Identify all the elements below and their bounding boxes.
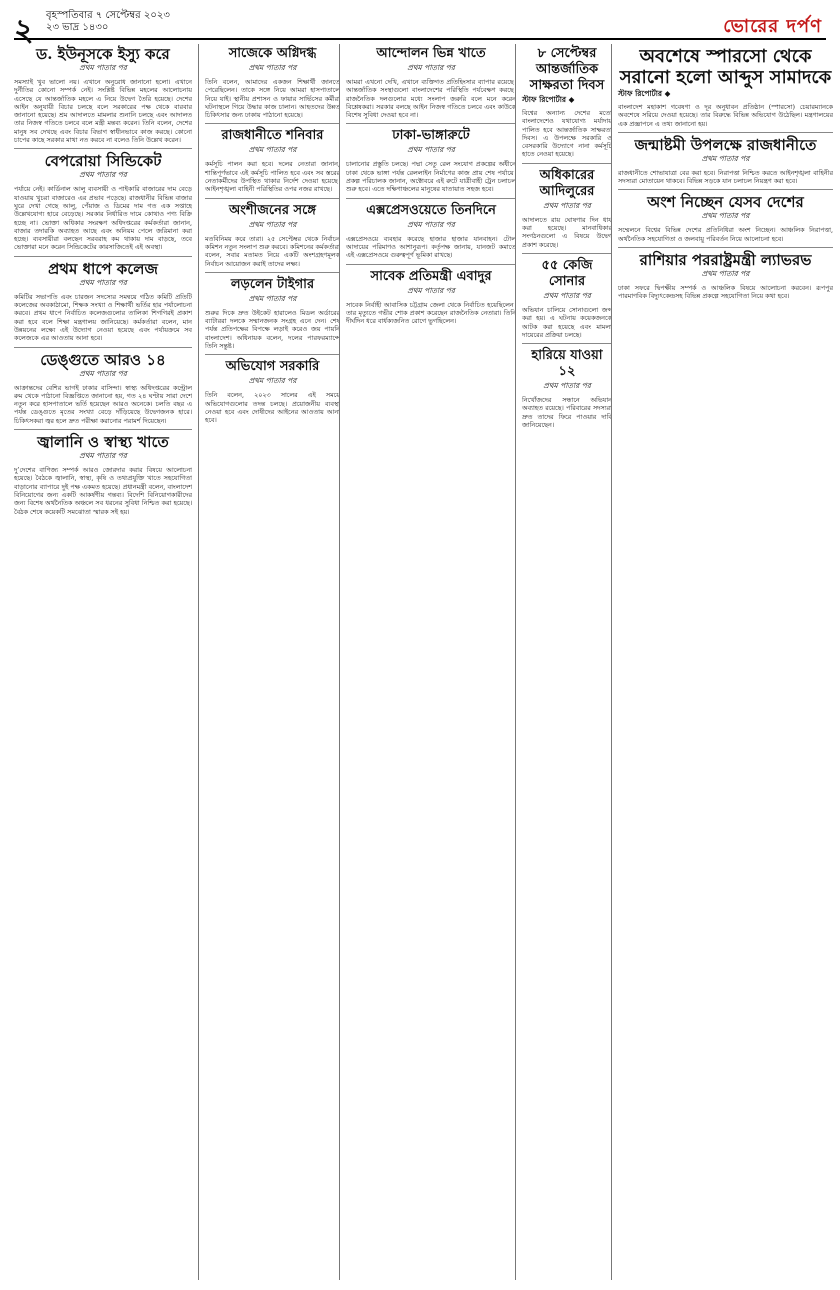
column-1 bbox=[14, 44, 192, 1280]
headline: হারিয়ে যাওয়া ১২ bbox=[531, 348, 603, 380]
article-lavrov bbox=[618, 252, 833, 301]
article-expressway bbox=[346, 203, 516, 260]
article-body: বাংলাদেশ মহাকাশ গবেষণা ও দূর অনুধাবন প্রতিষ্ঠান (স্পারসো) চেয়ারম্যানকে অবশেষে সরিয়ে দেওয়া হয়েছে। তার বিরুদ্ধে বিভিন্ন অভিযোগ উঠেছিল। মন্ত্রণালয়ের এক প্রজ্ঞাপনে এ তথ্য জানানো হয়। bbox=[618, 103, 833, 128]
article-adilur bbox=[522, 168, 612, 249]
byline: স্টাফ রিপোর্টার ◆ bbox=[618, 89, 671, 98]
article-gold bbox=[522, 258, 612, 339]
article-body: তিনি বলেন, আমাদের একজন শিক্ষার্থী জানতে পেরেছিলেন। তাকে সঙ্গে নিয়ে আমরা হাসপাতালে নিয়ে যাই। স্থানীয় প্রশাসন ও ফায়ার সার্ভিসের কর্মীরা ঘটনাস্থলে গিয়ে উদ্ধার কাজ চালান। আহতদের উন্নত চিকিৎসার জন্য ঢাকায় পাঠানো হয়েছে। bbox=[205, 78, 340, 120]
continuation: প্রথম পাতার পর bbox=[543, 381, 591, 391]
dateline bbox=[46, 10, 170, 34]
article-dhaka-bhanga bbox=[346, 128, 516, 193]
article-missing bbox=[522, 348, 612, 429]
article-yunus bbox=[14, 46, 192, 144]
continuation: প্রথম পাতার পর bbox=[79, 451, 127, 461]
article-body: তিনি বলেন, ২০২৩ সালের এই সময়ে অভিযোগগুলোর তদন্ত চলছে। প্রয়োজনীয় ব্যবস্থা নেওয়া হবে এবং দোষীদের আইনের আওতায় আনা হবে। bbox=[205, 391, 340, 425]
headline: প্রথম ধাপে কলেজ bbox=[48, 259, 158, 278]
article-tigers bbox=[205, 277, 340, 350]
article-body: আদালতে রায় ঘোষণার দিন ধার্য করা হয়েছে। মানবাধিকার সংগঠনগুলো এ বিষয়ে উদ্বেগ প্রকাশ করেছে। bbox=[522, 215, 612, 249]
headline: ড. ইউনূসকে ইস্যু করে bbox=[36, 45, 170, 63]
headline: অংশ নিচ্ছেন যেসব দেশের bbox=[647, 193, 804, 212]
article-dengue bbox=[14, 352, 192, 425]
date-bangla: ২৩ ভাদ্র ১৪৩০ bbox=[46, 22, 109, 33]
headline: জ্বালানি ও স্বাস্থ্য খাতে bbox=[37, 433, 169, 452]
continuation: প্রথম পাতার পর bbox=[407, 285, 455, 295]
headline: এক্সপ্রেসওয়েতে তিনদিনে bbox=[366, 202, 496, 218]
article-body: চালানোর প্রস্তুতি চলছে। পদ্মা সেতু রেল সংযোগ প্রকল্পের অধীনে ঢাকা থেকে ভাঙ্গা পর্যন্ত রেললাইন নির্মাণের কাজ প্রায় শেষ পর্যায়ে। প্রকল্প পরিচালক জানান, অক্টোবরে এই রুটে যাত্রীবাহী ট্রেন চলাচল শুরু হবে। এতে দক্ষিণাঞ্চলের মানুষের যাতায়াত সহজ হবে। bbox=[346, 160, 516, 194]
masthead-logo: ভোরের দর্পণ bbox=[723, 16, 822, 37]
article-body: দু’দেশের বাণিজ্য সম্পর্ক আরও জোরদার করার বিষয়ে আলোচনা হয়েছে। বৈঠকে জ্বালানি, স্বাস্থ্য, কৃষি ও তথ্যপ্রযুক্তি খাতে সহযোগিতা বাড়ানোর ব্যাপারে দুই পক্ষ একমত হয়েছে। প্রধানমন্ত্রী বলেন, বাংলাদেশ বিনিয়োগের জন্য একটি আকর্ষণীয় গন্তব্য। বিদেশি বিনিয়োগকারীদের জন্য বিশেষ অর্থনৈতিক অঞ্চলে সব ধরনের সুবিধা নিশ্চিত করা হয়েছে। বৈঠক শেষে কয়েকটি সমঝোতা স্মারক সই হয়। bbox=[14, 466, 192, 516]
article-body: পর্যায়ে নেই। কার্ডিনাল আলু ব্যবসায়ী ও পাইকারি বাজারের দাম বেড়ে যাওয়ায় খুচরা বাজারেও এর প্রভাব পড়েছে। রাজধানীর বিভিন্ন বাজার ঘুরে দেখা গেছে আলু, পেঁয়াজ ও ডিমের দাম গত এক সপ্তাহে উল্লেখযোগ্য হারে বেড়েছে। সরকার নির্ধারিত দামে কোথাও পণ্য বিক্রি হচ্ছে না। ভোক্তা অধিকার সংরক্ষণ অধিদপ্তরের কর্মকর্তারা জানান, বাজার তদারকি অব্যাহত আছে এবং অনিয়ম পেলে জরিমানা করা হচ্ছে। ব্যবসায়ীরা বলছেন সরবরাহ কম থাকায় দাম বাড়ছে, তবে ভোক্তারা মনে করেন সিন্ডিকেটের কারসাজিতেই এই অবস্থা। bbox=[14, 185, 192, 252]
headline: আন্দোলন ভিন্ন খাতে bbox=[376, 46, 486, 61]
headline: রাশিয়ার পররাষ্ট্রমন্ত্রী ল্যাভরভ bbox=[639, 251, 812, 270]
article-countries bbox=[618, 194, 833, 243]
headline: ডেঙ্গুতে আরও ১৪ bbox=[40, 350, 166, 369]
column-5 bbox=[611, 44, 833, 1280]
continuation: প্রথম পাতার পর bbox=[701, 211, 750, 221]
continuation: প্রথম পাতার পর bbox=[407, 219, 455, 229]
article-body: সমস্যাই খুব ভালো নয়। এখানে অনুরোধ জানানো হলো। এখানে দুর্নীতির কোনো সম্পর্ক নেই। সংশ্লিষ্ট বিভিন্ন মহলের আলোচনায় এসেছে যে আন্তর্জাতিক মহলে এ নিয়ে উদ্বেগ তৈরি হয়েছে। দেশের আইন অনুযায়ী বিচার চলছে বলে সরকারের পক্ষ থেকে বারবার জানানো হয়েছে। শ্রম আদালতে মামলার শুনানি চলছে এবং আদালত তার নিজস্ব গতিতে চলবে বলে মন্ত্রী মন্তব্য করেন। তিনি বলেন, দেশের মানুষ সব দেখছে এবং বিচার বিভাগ স্বাধীনভাবে কাজ করছে। কোনো চাপের কাছে সরকার মাথা নত করবে না বলেও তিনি উল্লেখ করেন। bbox=[14, 78, 192, 145]
continuation: প্রথম পাতার পর bbox=[248, 376, 297, 386]
article-stakeholders bbox=[205, 203, 340, 268]
article-saturday bbox=[205, 128, 340, 193]
article-body: কর্মসূচি পালন করা হবে। দলের নেতারা জানান, শান্তিপূর্ণভাবে এই কর্মসূচি পালিত হবে এবং সব স্তরের নেতাকর্মীদের উপস্থিত থাকার নির্দেশ দেওয়া হয়েছে। আইনশৃঙ্খলা বাহিনী পরিস্থিতির ওপর নজর রাখছে। bbox=[205, 160, 340, 194]
article-sparrso bbox=[618, 46, 833, 128]
column-2 bbox=[198, 44, 340, 1280]
article-body: নিখোঁজদের সন্ধানে অভিযান অব্যাহত রয়েছে। পরিবারের সদস্যরা দ্রুত তাদের ফিরে পাওয়ার দাবি জানিয়েছেন। bbox=[522, 396, 612, 430]
headline: জন্মাষ্টমী উপলক্ষে রাজধানীতে bbox=[634, 135, 817, 154]
byline: স্টাফ রিপোর্টার ◆ bbox=[522, 95, 575, 104]
headline: লড়লেন টাইগার bbox=[230, 276, 315, 292]
continuation: প্রথম পাতার পর bbox=[248, 219, 297, 229]
headline: বেপরোয়া সিন্ডিকেট bbox=[44, 152, 162, 171]
article-body: আক্রান্তদের বেশির ভাগই ঢাকার বাসিন্দা। স্বাস্থ্য অধিদপ্তরের কন্ট্রোল রুম থেকে পাঠানো বিজ্ঞপ্তিতে জানানো হয়, গত ২৪ ঘণ্টায় সারা দেশে নতুন করে হাসপাতালে ভর্তি হয়েছেন আরও অনেকে। চলতি বছর এ পর্যন্ত ডেঙ্গুতে মৃতের সংখ্যা বেড়ে দাঁড়িয়েছে উদ্বেগজনক হারে। চিকিৎসকরা জ্বর হলে দ্রুত পরীক্ষা করানোর পরামর্শ দিয়েছেন। bbox=[14, 383, 192, 425]
article-energy-health bbox=[14, 434, 192, 516]
continuation: প্রথম পাতার পর bbox=[543, 200, 591, 210]
article-body: রাজধানীতে শোভাযাত্রা বের করা হবে। নিরাপত্তা নিশ্চিত করতে আইনশৃঙ্খলা বাহিনীর সদস্যরা মোতায়েন থাকবে। বিভিন্ন সড়কে যান চলাচল নিয়ন্ত্রণ করা হবে। bbox=[618, 168, 833, 186]
article-body: বিশ্বের অন্যান্য দেশের মতো বাংলাদেশেও যথাযোগ্য মর্যাদায় পালিত হবে আন্তর্জাতিক সাক্ষরতা দিবস। এ উপলক্ষে সরকারি ও বেসরকারি উদ্যোগে নানা কর্মসূচি হাতে নেওয়া হয়েছে। bbox=[522, 109, 612, 159]
page-header bbox=[14, 8, 826, 48]
headline: অভিযোগ সরকারি bbox=[225, 359, 320, 375]
continuation: প্রথম পাতার পর bbox=[543, 290, 591, 300]
headline: ৮ সেপ্টেম্বর আন্তর্জাতিক সাক্ষরতা দিবস bbox=[529, 46, 605, 93]
article-body: শুরুর দিকে দ্রুত উইকেট হারালেও মিডল অর্ডারের ব্যাটাররা দলকে সম্মানজনক সংগ্রহ এনে দেন। শেষ পর্যন্ত প্রতিপক্ষের বিপক্ষে লড়াই করেও জয় পায়নি বাংলাদেশ। অধিনায়ক বলেন, দলের পারফরম্যান্সে তিনি সন্তুষ্ট। bbox=[205, 308, 340, 351]
continuation: প্রথম পাতার পর bbox=[407, 63, 455, 72]
continuation: প্রথম পাতার পর bbox=[79, 63, 127, 72]
page-number: ২ bbox=[14, 13, 34, 48]
continuation: প্রথম পাতার পর bbox=[79, 368, 127, 378]
continuation: প্রথম পাতার পর bbox=[248, 63, 297, 72]
headline: রাজধানীতে শনিবার bbox=[221, 128, 324, 144]
article-sajek bbox=[205, 46, 340, 119]
headline: অবশেষে স্পারসো থেকে সরানো হলো আব্দুস সামাদকে bbox=[619, 46, 832, 88]
article-body: আমরা এখনো দেখি, এখানে ব্যক্তিগত প্রতিহিংসার ব্যাপার রয়েছে। আন্তর্জাতিক সংস্থাগুলো বাংলাদেশের পরিস্থিতি পর্যবেক্ষণ করছে। রাজনৈতিক দলগুলোর মধ্যে সংলাপ জরুরি বলে মনে করেন বিশ্লেষকরা। সরকার বলছে আইন নিজস্ব গতিতে চলবে এবং কাউকে বিশেষ সুবিধা দেওয়া হবে না। bbox=[346, 78, 516, 120]
article-syndicate bbox=[14, 153, 192, 251]
date-gregorian: বৃহস্পতিবার ৭ সেপ্টেম্বর ২০২৩ bbox=[46, 10, 170, 21]
headline: ঢাকা-ভাঙ্গারুটে bbox=[392, 128, 470, 144]
continuation: প্রথম পাতার পর bbox=[79, 170, 127, 180]
continuation: প্রথম পাতার পর bbox=[407, 145, 455, 155]
article-allegation bbox=[205, 359, 340, 424]
column-3 bbox=[339, 44, 516, 1280]
continuation: প্রথম পাতার পর bbox=[79, 277, 127, 287]
headline: ৫৫ কেজি সোনার bbox=[541, 257, 593, 289]
article-body: মতবিনিময় করে তারা। ২৫ সেপ্টেম্বর থেকে নির্বাচন কমিশন নতুন সংলাপ শুরু করবে। কমিশনের কর্মকর্তারা বলেন, সবার মতামত নিয়ে একটি অংশগ্রহণমূলক নির্বাচন আয়োজন করাই তাদের লক্ষ্য। bbox=[205, 234, 340, 268]
article-ex-minister bbox=[346, 269, 516, 326]
headline: সাবেক প্রতিমন্ত্রী এবাদুর bbox=[370, 268, 492, 284]
continuation: প্রথম পাতার পর bbox=[701, 153, 750, 163]
column-4 bbox=[515, 44, 612, 1280]
article-janmashtami bbox=[618, 137, 833, 186]
article-body: অভিযান চালিয়ে সোনাগুলো জব্দ করা হয়। এ ঘটনায় কয়েকজনকে আটক করা হয়েছে এবং মামলা দায়েরের প্রক্রিয়া চলছে। bbox=[522, 305, 612, 339]
continuation: প্রথম পাতার পর bbox=[248, 293, 297, 303]
headline: অধিকারের আদিলুরের bbox=[539, 167, 595, 199]
article-body: কমিটির সভাপতি এবং চারজন সদস্যের সমন্বয়ে গঠিত কমিটি প্রতিটি কলেজের অবকাঠামো, শিক্ষক সংখ্যা ও শিক্ষার্থী ভর্তির হার পর্যালোচনা করবে। প্রথম ধাপে নির্বাচিত কলেজগুলোর তালিকা শিগগিরই প্রকাশ করা হবে বলে শিক্ষা মন্ত্রণালয় জানিয়েছে। কর্মকর্তারা বলেন, মান উন্নয়নের লক্ষ্যে এই উদ্যোগ নেওয়া হয়েছে এবং পর্যায়ক্রমে সব কলেজকে এর আওতায় আনা হবে। bbox=[14, 292, 192, 343]
article-body: এক্সপ্রেসওয়ে ব্যবহার করেছে হাজার হাজার যানবাহন। টোল আদায়ের পরিমাণও আশানুরূপ। কর্তৃপক্ষ জানায়, যানজট কমাতে এই এক্সপ্রেসওয়ে গুরুত্বপূর্ণ ভূমিকা রাখছে। bbox=[346, 234, 516, 260]
article-college bbox=[14, 261, 192, 343]
article-movement bbox=[346, 46, 516, 119]
continuation: প্রথম পাতার পর bbox=[248, 145, 297, 155]
headline: সাজেকে অগ্নিদগ্ধ bbox=[228, 46, 317, 61]
article-literacy-day bbox=[522, 46, 612, 159]
continuation: প্রথম পাতার পর bbox=[701, 269, 750, 279]
article-body: ঢাকা সফরে দ্বিপক্ষীয় সম্পর্ক ও আঞ্চলিক বিষয়ে আলোচনা করবেন। রূপপুর পারমাণবিক বিদ্যুৎকেন্দ্রসহ বিভিন্ন প্রকল্পে সহযোগিতা নিয়ে কথা হবে। bbox=[618, 284, 833, 301]
article-body: সম্মেলনে বিশ্বের বিভিন্ন দেশের প্রতিনিধিরা অংশ নিচ্ছেন। আঞ্চলিক নিরাপত্তা, অর্থনৈতিক সহযোগিতা ও জলবায়ু পরিবর্তন নিয়ে আলোচনা হবে। bbox=[618, 226, 833, 243]
article-body: সাবেক নির্বাহী আবাসিক চট্টগ্রাম জেলা থেকে নির্বাচিত হয়েছিলেন। তার মৃত্যুতে গভীর শোক প্রকাশ করেছেন রাজনৈতিক নেতারা। তিনি দীর্ঘদিন ধরে বার্ধক্যজনিত রোগে ভুগছিলেন। bbox=[346, 300, 516, 326]
headline: অংশীজনের সঙ্গে bbox=[229, 202, 316, 218]
